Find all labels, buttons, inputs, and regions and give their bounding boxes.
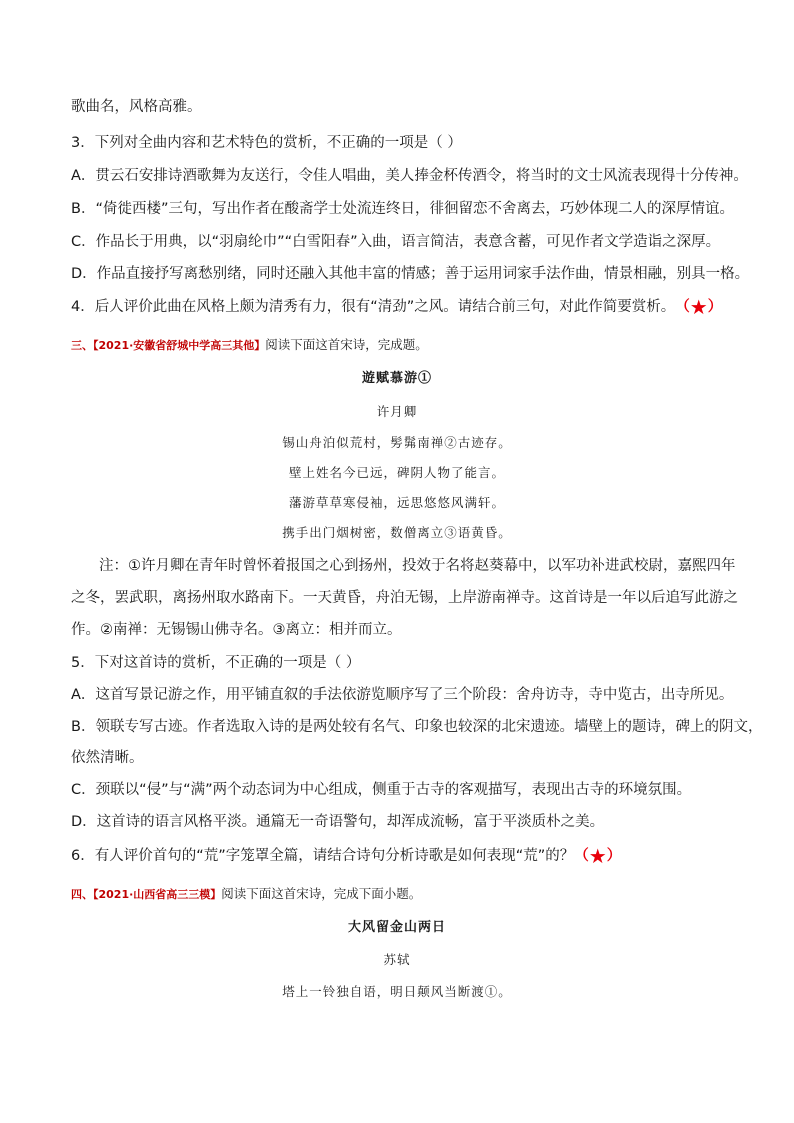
question-5-option-d: D．这首诗的语言风格平淡。通篇无一奇语警句，却浑成流畅，富于平淡质朴之美。 (71, 814, 605, 830)
poem-author: 苏轼 (383, 952, 411, 967)
star-icon: ★ (588, 844, 607, 868)
section-3-instruction: 阅读下面这首宋诗，完成题。 (265, 337, 428, 352)
text-line: 歌曲名，风格高雅。 (71, 99, 202, 115)
section-3-prefix: 三、 (71, 339, 93, 352)
poem-title: 大风留金山两日 (347, 920, 446, 935)
poem-author: 许月卿 (376, 404, 418, 419)
question-6-text: 6．有人评价首句的“荒”字笼罩全篇，请结合诗句分析诗歌是如何表现“荒”的？ (71, 848, 575, 864)
section-4-prefix: 四、 (71, 888, 93, 901)
question-5-option-a: A．这首写景记游之作，用平铺直叙的手法依游览顺序写了三个阶段：舍舟访寺，寺中览古，出寺所见。 (71, 687, 734, 703)
section-3-header (71, 335, 734, 356)
question-4 (71, 297, 734, 317)
paren-open: （ (574, 848, 589, 864)
question-6 (71, 846, 734, 866)
poem-title: 遊赋慕游① (361, 371, 432, 386)
section-4-instruction: 阅读下面这首宋诗，完成下面小题。 (221, 886, 422, 901)
question-3-option-a: A．贯云石安排诗酒歌舞为友送行，令佳人唱曲，美人捧金杯传酒令，将当时的文士风流表现得十分传神。 (71, 168, 748, 184)
question-3-option-d: D．作品直接抒写离愁别绪，同时还融入其他丰富的情感；善于运用词家手法作曲，情景相融，别具一格。 (71, 266, 750, 282)
paren-close: ） (707, 299, 723, 315)
section-4-header (71, 884, 734, 905)
question-3: 3．下列对全曲内容和艺术特色的赏析，不正确的一项是（ ） (71, 135, 462, 151)
question-5-option-b-cont: 依然清晰。 (71, 750, 144, 766)
poem-line-4: 携手出门烟树密，数僧离立③语黄昏。 (282, 525, 512, 540)
difficulty-marker (574, 846, 621, 866)
paren-close: ） (606, 848, 622, 864)
question-5-option-b: B．领联专写古迹。作者选取入诗的是两处较有名气、印象也较深的北宋遗迹。墙壁上的题诗，碑上的阴文， (71, 719, 763, 735)
question-4-text: 4．后人评价此曲在风格上颇为清秀有力，很有“清劲”之风。请结合前三句，对此作简要赏析。 (71, 299, 676, 315)
difficulty-marker (675, 297, 722, 317)
poem-line-1: 锡山舟泊似荒村，髣髴南禅②古迹存。 (282, 435, 512, 450)
paren-open: （ (675, 299, 690, 315)
question-5-option-c: C．颈联以“侵”与“满”两个动态词为中心组成，侧重于古寺的客观描写，表现出古寺的环境氛围。 (71, 782, 692, 798)
question-5: 5．下对这首诗的赏析，不正确的一项是（ ） (71, 655, 361, 671)
poem-line-2: 壁上姓名今已远，碑阴人物了能言。 (288, 465, 505, 480)
poem-line-3: 藩游草草寒侵袖，远思悠悠风满轩。 (288, 495, 505, 510)
note-line-2: 之冬，罢武职，离扬州取水路南下。一天黄昏，舟泊无锡，上岸游南禅寺。这首诗是一年以后追写此游之 (71, 590, 738, 606)
section-3-source: 【2021·安徽省舒城中学高三其他】 (93, 339, 266, 352)
note-line-3: 作。②南禅：无锡锡山佛寺名。③离立：相并而立。 (71, 622, 402, 638)
star-icon: ★ (689, 295, 708, 319)
poem-line-1: 塔上一铃独自语，明日颠风当断渡①。 (282, 984, 512, 999)
note-line-1: 注：①许月卿在青年时曾怀着报国之心到扬州，投效于名将赵葵幕中，以军功补进武校尉，嘉熙四年 (99, 558, 736, 574)
section-4-source: 【2021·山西省高三三模】 (93, 888, 222, 901)
question-3-option-c: C．作品长于用典，以“羽扇纶巾”“白雪阳春”入曲，语言简洁，表意含蓄，可见作者文学造诣之深厚。 (71, 234, 721, 250)
question-3-option-b: B．“倚徙西楼”三句，写出作者在酸斋学士处流连终日，徘徊留恋不舍离去，巧妙体现二人的深厚情谊。 (71, 201, 734, 217)
